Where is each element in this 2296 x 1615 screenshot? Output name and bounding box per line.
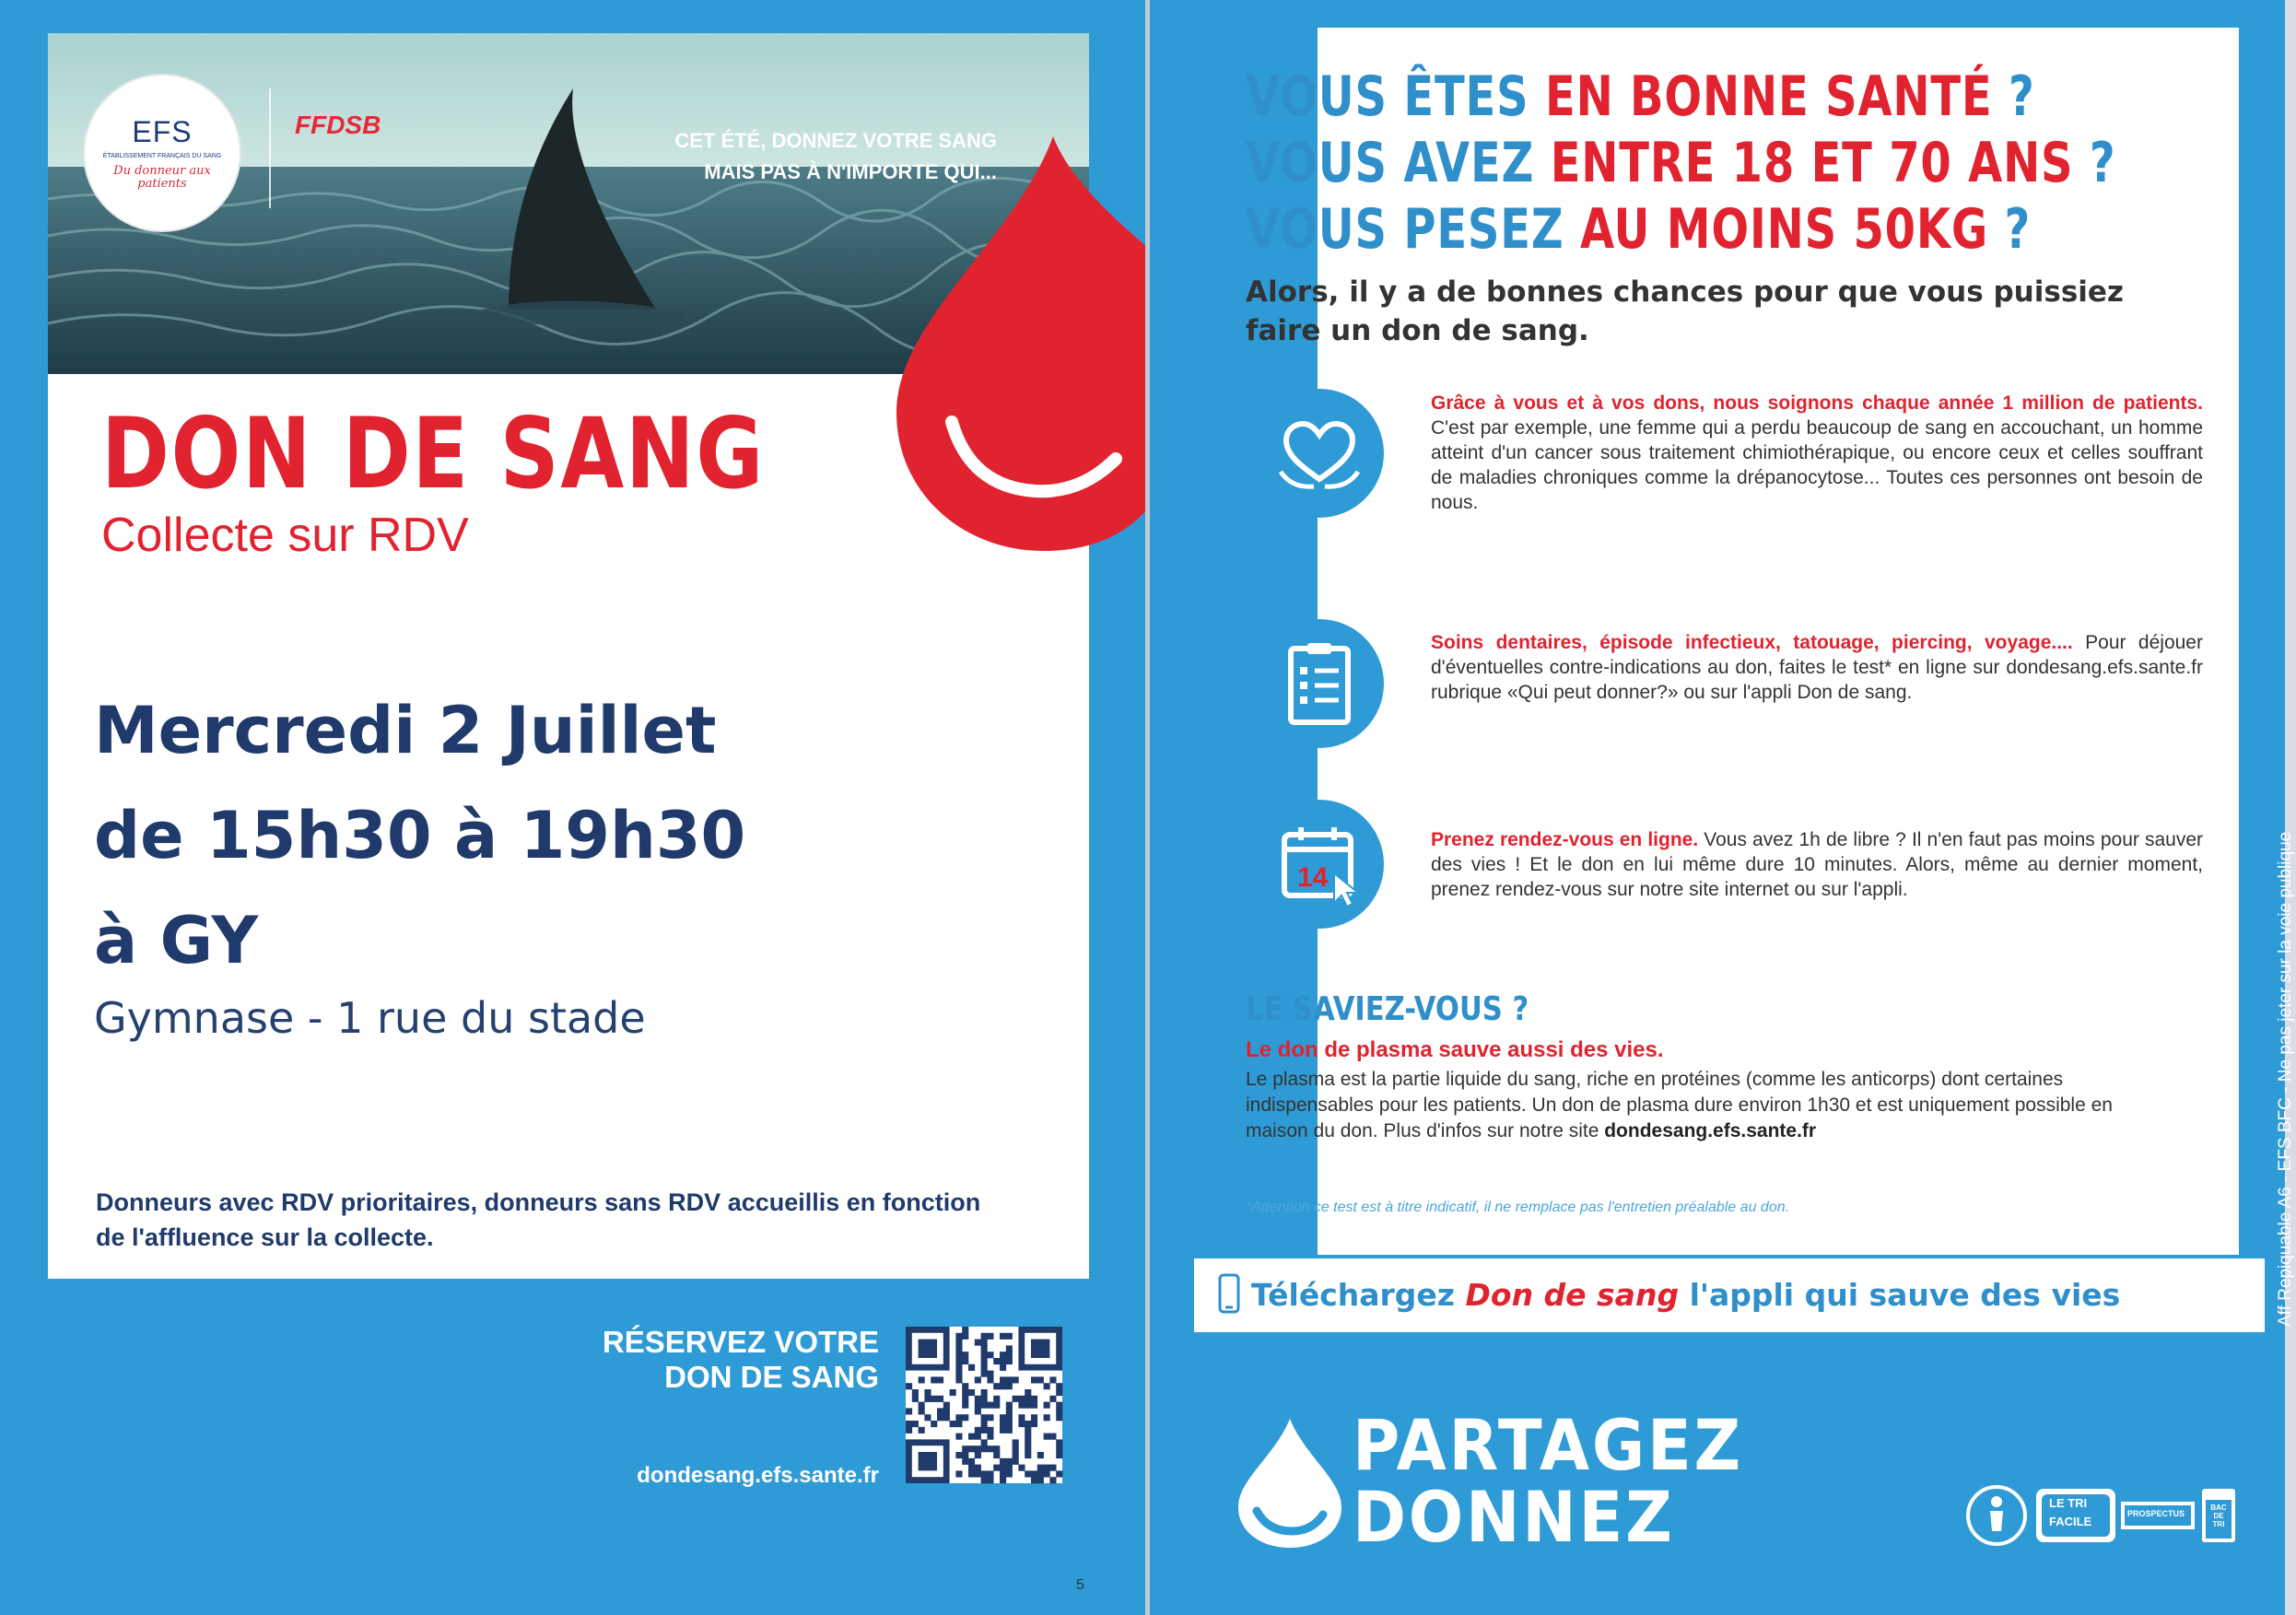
poster-title: DON DE SANG bbox=[101, 397, 765, 510]
phone-icon bbox=[1218, 1273, 1240, 1314]
question-weight: VOUS PESEZ AU MOINS 50KG ? bbox=[1246, 197, 2032, 262]
event-place: Gymnase - 1 rue du stade bbox=[94, 993, 646, 1043]
efs-logo: EFS ÉTABLISSEMENT FRANÇAIS DU SANG Du donneur aux patients bbox=[85, 76, 240, 230]
app-download-bar[interactable] bbox=[1194, 1255, 2265, 1332]
clipboard-checklist-icon bbox=[1255, 619, 1384, 748]
eligibility-summary: Alors, il y a de bonnes chances pour que vous puissiez faire un don de sang. bbox=[1246, 275, 2124, 347]
qr-code[interactable] bbox=[906, 1327, 1062, 1483]
white-drop-icon bbox=[1238, 1419, 1341, 1548]
question-age: VOUS AVEZ ENTRE 18 ET 70 ANS ? bbox=[1246, 131, 2116, 195]
blood-drop-icon bbox=[896, 136, 1147, 551]
info-block-appointment: Prenez rendez-vous en ligne. Vous avez 1h de libre ? Il n'en faut pas moins pour sauver des vies ! Et le don en lui même dure 10 minutes. Alors, même au dernier moment, prenez rendez-vous sur notre site internet ou sur l'appli. bbox=[1431, 829, 2203, 900]
footnote: *Attention ce test est à titre indicatif, il ne remplace pas l'entretien préalable au don. bbox=[1246, 1200, 1790, 1215]
ffdsb-logo: FFDSB bbox=[295, 111, 381, 139]
calendar-icon bbox=[1255, 800, 1384, 929]
saviez-vous-title: LE SAVIEZ-VOUS ? bbox=[1246, 990, 1529, 1028]
hands-heart-icon bbox=[1255, 389, 1384, 518]
poster-subtitle: Collecte sur RDV bbox=[101, 509, 469, 562]
priority-note: Donneurs avec RDV prioritaires, donneurs sans RDV accueillis en fonction de l'affluence sur la collecte. bbox=[96, 1188, 981, 1251]
website-link[interactable]: dondesang.efs.sante.fr bbox=[637, 1463, 879, 1488]
plasma-website-link[interactable]: dondesang.efs.sante.fr bbox=[1604, 1120, 1817, 1141]
question-health: VOUS ÊTES EN BONNE SANTÉ ? bbox=[1246, 64, 2035, 129]
page-number: 5 bbox=[1076, 1577, 1084, 1593]
vertical-note: Aff Repiquable A6 - EFS BFC - Ne pas jeter sur la voie publique bbox=[2276, 831, 2295, 1327]
saviez-vous-body: Le plasma est la partie liquide du sang, riche en protéines (comme les anticorps) dont certaines indispensables pour les patients. Un don de plasma dure environ 1h30 et est uniquement possible en maison du don. Plus d'infos sur notre site dondesang.efs.sante.fr bbox=[1246, 1069, 2113, 1141]
tagline: CET ÉTÉ, DONNEZ VOTRE SANG MAIS PAS À N'IMPORTE QUI... bbox=[674, 129, 997, 183]
info-block-patients: Grâce à vous et à vos dons, nous soignons chaque année 1 million de patients. C'est par exemple, une femme qui a perdu beaucoup de sang en accouchant, un homme atteint d'un cancer sous traitement chimiothérapique, ou encore ceux et celles souffrant de maladies chroniques comme la drépanocytose... Toutes ces personnes ont besoin de nous. bbox=[1431, 392, 2203, 513]
app-download-text: Téléchargez Don de sang l'appli qui sauve des vies bbox=[1251, 1277, 2121, 1313]
left-page bbox=[0, 0, 1147, 1615]
saviez-vous-subtitle: Le don de plasma sauve aussi des vies. bbox=[1246, 1037, 1664, 1062]
logo-separator bbox=[269, 88, 271, 208]
tri-facile-logo: LE TRI FACILE PROSPECTUS BAC DE TRI bbox=[1964, 1483, 2241, 1548]
reserve-heading: RÉSERVEZ VOTRE DON DE SANG bbox=[602, 1325, 879, 1394]
partagez-donnez: PARTAGEZ DONNEZ bbox=[1353, 1404, 1743, 1558]
info-block-contraindications: Soins dentaires, épisode infectieux, tatouage, piercing, voyage.... Pour déjouer d'éventuelles contre-indications au don, faites le test* en ligne sur dondesang.efs.sante.fr rubrique «Qui peut donner?» ou sur l'appli Don de sang. bbox=[1431, 632, 2203, 703]
event-date: Mercredi 2 Juillet de 15h30 à 19h30 à GY bbox=[94, 693, 746, 978]
svg-text:14: 14 bbox=[1297, 862, 1329, 893]
